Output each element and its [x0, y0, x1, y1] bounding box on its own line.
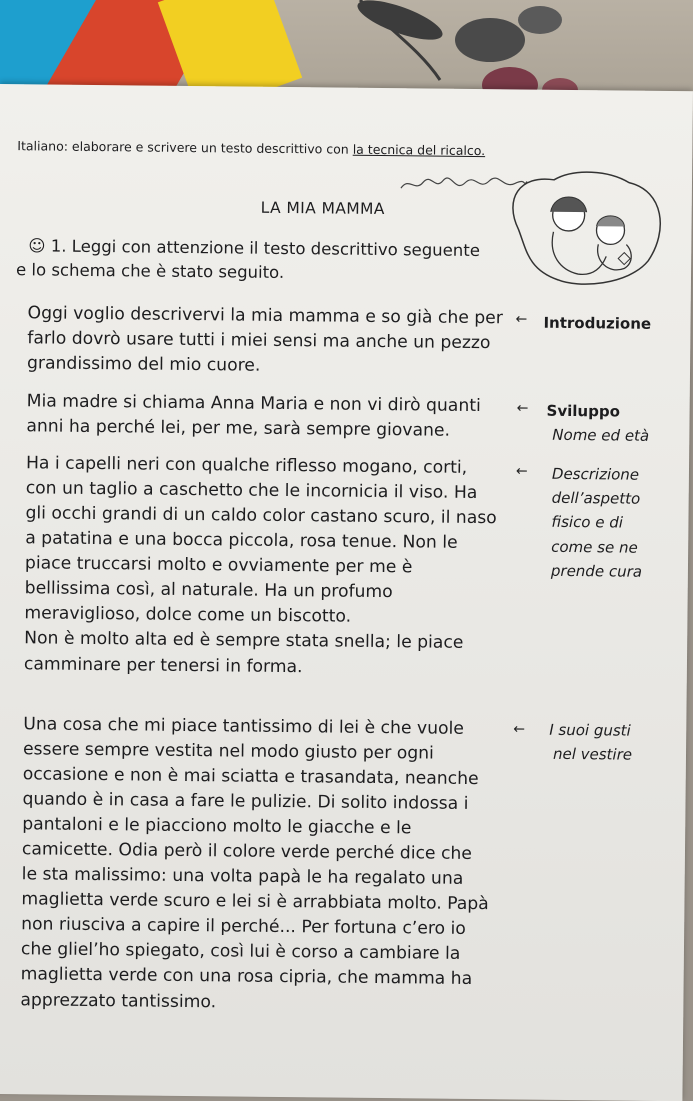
label-prende-cura: prende cura: [550, 561, 643, 581]
arrow-icon: ←: [516, 400, 529, 417]
paragraph-3-line-3: gli occhi grandi di un caldo color castano scuro, il naso: [25, 503, 497, 529]
paragraph-4-line-9: non riusciva a capire il perché... Per fortuna c’ero io: [21, 914, 466, 939]
label-come-se-ne: come se ne: [551, 537, 638, 557]
paragraph-4-line-5: pantaloni e le piacciono molto le giacche e le: [22, 814, 412, 839]
paragraph-3-line-9: camminare per tenersi in forma.: [23, 654, 303, 678]
label-nome-eta: Nome ed età: [552, 425, 650, 445]
label-sviluppo: Sviluppo: [546, 401, 621, 421]
arrow-icon: ←: [515, 463, 528, 480]
paragraph-3-line-5: piace truccarsi molto e ovviamente per me è: [24, 553, 413, 578]
paragraph-4-line-1: Una cosa che mi piace tantissimo di lei è che vuole: [23, 714, 465, 739]
paragraph-3-line-4: a patatina e una bocca piccola, rosa tenue. Non le: [25, 528, 458, 553]
paragraph-4-line-4: quando è in casa a fare le pulizie. Di solito indossa i: [22, 789, 469, 814]
instruction-line-1: ☺ 1. Leggi con attenzione il testo descrittivo seguente: [28, 236, 481, 261]
paragraph-1-line-3: grandissimo del mio cuore.: [26, 353, 261, 376]
header-prefix: Italiano: elaborare e scrivere un testo descrittivo con: [17, 138, 353, 157]
mother-child-illustration: [498, 169, 669, 291]
label-fisico: fisico e di: [551, 512, 624, 532]
label-aspetto: dell’aspetto: [551, 488, 641, 508]
paragraph-4-line-3: occasione e non è mai sciatta e trasandata, neanche: [22, 764, 479, 790]
arrow-icon: ←: [515, 311, 528, 328]
label-descrizione: Descrizione: [551, 464, 640, 484]
page-title: LA MIA MAMMA: [260, 198, 385, 219]
arrow-icon: ←: [513, 721, 526, 738]
paragraph-3-line-6: bellissima così, al naturale. Ha un profumo: [24, 578, 393, 603]
paragraph-3-line-7: meraviglioso, dolce come un biscotto.: [24, 603, 352, 627]
label-introduzione: Introduzione: [543, 313, 652, 333]
worksheet-header: [17, 138, 485, 158]
paragraph-4-line-10: che gliel’ho spiegato, così lui è corso a cambiare la: [20, 939, 461, 964]
paragraph-4-line-2: essere sempre vestita nel modo giusto per ogni: [22, 739, 434, 764]
paragraph-4-line-6: camicette. Odia però il colore verde perché dice che: [21, 839, 473, 864]
label-vestire: nel vestire: [552, 744, 633, 764]
paragraph-1-line-2: farlo dovrò usare tutti i miei sensi ma anche un pezzo: [27, 328, 491, 354]
paragraph-3-line-8: Non è molto alta ed è sempre stata snella; le piace: [24, 628, 464, 653]
paragraph-2-line-2: anni ha perché lei, per me, sarà sempre giovane.: [26, 416, 451, 441]
paragraph-4-line-11: maglietta verde con una rosa cipria, che mamma ha: [20, 964, 473, 989]
paragraph-3-line-1: Ha i capelli neri con qualche riflesso mogano, corti,: [25, 453, 468, 478]
label-gusti: I suoi gusti: [549, 720, 631, 740]
paragraph-2-line-1: Mia madre si chiama Anna Maria e non vi dirò quanti: [26, 391, 481, 417]
paragraph-3-line-2: con un taglio a caschetto che le incornicia il viso. Ha: [25, 478, 478, 504]
paragraph-4-line-7: le sta malissimo: una volta papà le ha regalato una: [21, 864, 464, 889]
paragraph-4-line-12: apprezzato tantissimo.: [20, 990, 217, 1013]
worksheet-page: [0, 84, 693, 1101]
paragraph-1-line-1: Oggi voglio descrivervi la mia mamma e so già che per: [27, 303, 503, 329]
instruction-line-2: e lo schema che è stato seguito.: [15, 260, 285, 282]
paragraph-4-line-8: maglietta verde scuro e lei si è arrabbiata molto. Papà: [21, 889, 489, 915]
header-underlined: la tecnica del ricalco.: [352, 141, 486, 159]
